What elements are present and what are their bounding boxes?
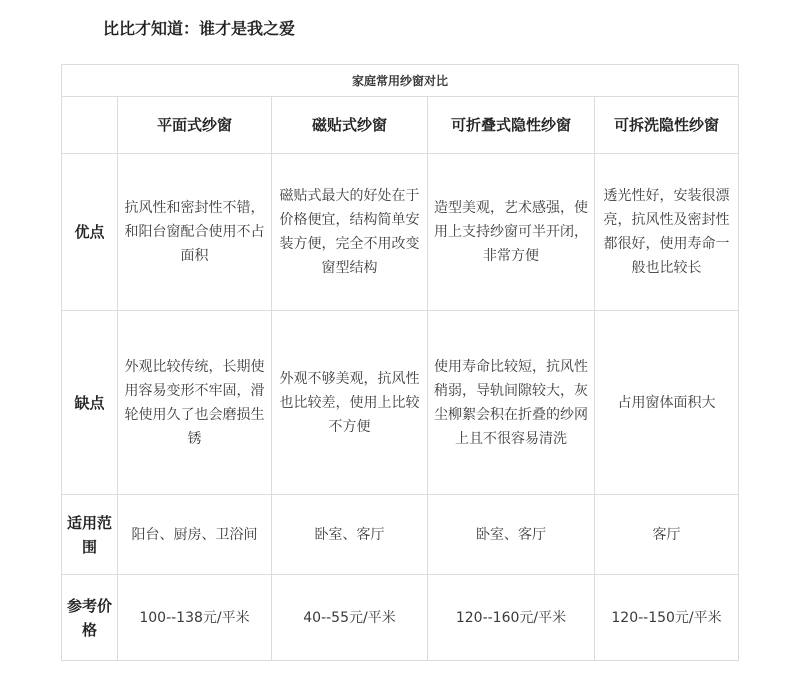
table-cell: 阳台、厨房、卫浴间 xyxy=(118,495,272,575)
row-header: 适用范围 xyxy=(62,495,118,575)
table-row xyxy=(62,575,739,661)
table-cell: 抗风性和密封性不错，和阳台窗配合使用不占面积 xyxy=(118,154,272,311)
table-cell: 40--55元/平米 xyxy=(272,575,428,661)
table-caption-row xyxy=(62,65,739,97)
table-cell: 占用窗体面积大 xyxy=(595,311,739,495)
table-cell: 卧室、客厅 xyxy=(272,495,428,575)
column-header: 磁贴式纱窗 xyxy=(272,97,428,154)
table-row xyxy=(62,311,739,495)
table-row xyxy=(62,154,739,311)
column-header: 可折叠式隐性纱窗 xyxy=(428,97,595,154)
column-header: 可拆洗隐性纱窗 xyxy=(595,97,739,154)
table-cell: 透光性好，安装很漂亮，抗风性及密封性都很好，使用寿命一般也比较长 xyxy=(595,154,739,311)
table-cell: 使用寿命比较短，抗风性稍弱，导轨间隙较大，灰尘柳絮会积在折叠的纱网上且不很容易清洗 xyxy=(428,311,595,495)
table-cell: 造型美观，艺术感强，使用上支持纱窗可半开闭，非常方便 xyxy=(428,154,595,311)
window-screen-comparison-table xyxy=(61,64,739,661)
column-header: 平面式纱窗 xyxy=(118,97,272,154)
table-cell: 100--138元/平米 xyxy=(118,575,272,661)
table-cell: 120--150元/平米 xyxy=(595,575,739,661)
row-header: 优点 xyxy=(62,154,118,311)
table-cell: 卧室、客厅 xyxy=(428,495,595,575)
row-header: 缺点 xyxy=(62,311,118,495)
table-row xyxy=(62,495,739,575)
article-heading: 比比才知道：谁才是我之爱 xyxy=(103,19,296,38)
corner-cell xyxy=(62,97,118,154)
table-header-row xyxy=(62,97,739,154)
row-header: 参考价格 xyxy=(62,575,118,661)
table-caption: 家庭常用纱窗对比 xyxy=(62,65,739,97)
table-cell: 磁贴式最大的好处在于价格便宜，结构简单安装方便，完全不用改变窗型结构 xyxy=(272,154,428,311)
table-cell: 外观比较传统，长期使用容易变形不牢固，滑轮使用久了也会磨损生锈 xyxy=(118,311,272,495)
table-cell: 外观不够美观，抗风性也比较差，使用上比较不方便 xyxy=(272,311,428,495)
table-cell: 120--160元/平米 xyxy=(428,575,595,661)
table-cell: 客厅 xyxy=(595,495,739,575)
